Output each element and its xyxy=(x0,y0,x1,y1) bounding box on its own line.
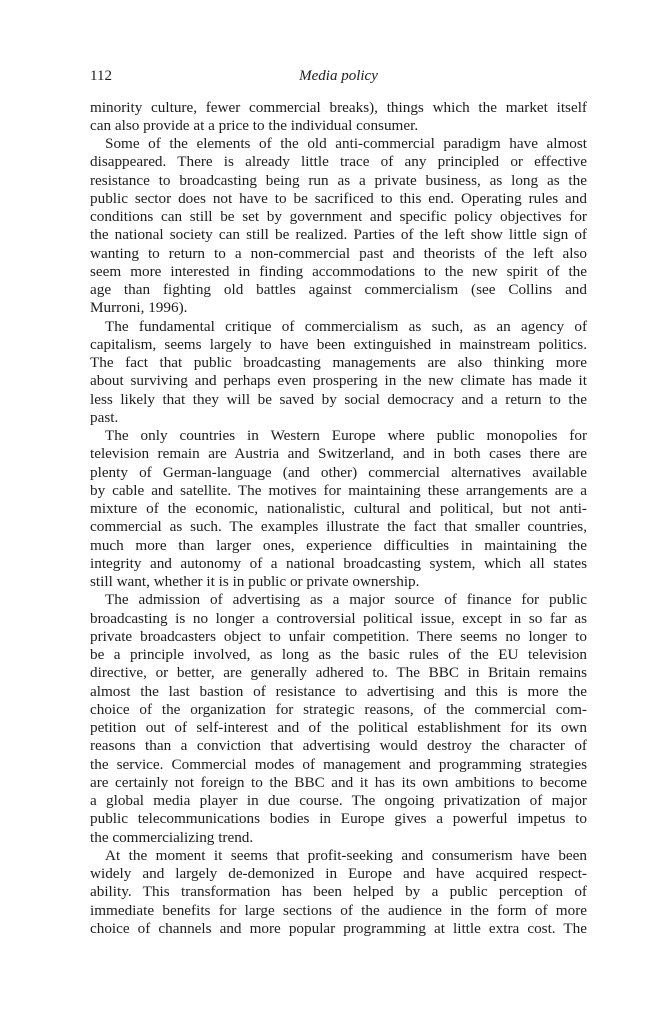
text-line: At the moment it seems that profit-seeking and consumerism have been xyxy=(105,846,587,864)
text-line: still want, whether it is in public or private ownership. xyxy=(90,573,420,590)
text-line: resistance to broadcasting being run as a private business, as long as the xyxy=(90,171,587,189)
text-line: choice of the organization for strategic reasons, of the commercial com- xyxy=(90,700,587,718)
text-line: less likely that they will be saved by social democracy and a return to the xyxy=(90,390,587,408)
text-line: Some of the elements of the old anti-commercial paradigm have almost xyxy=(105,135,587,152)
text-line: almost the last bastion of resistance to advertising and this is more the xyxy=(90,682,587,700)
text-line: the national society can still be realized. Parties of the left show little sign of xyxy=(90,226,587,244)
text-line: age than fighting old battles against commercialism (see Collins and xyxy=(90,281,587,298)
text-line: commercial as such. The examples illustrate the fact that smaller countries, xyxy=(90,518,587,536)
text-line: choice of channels and more popular programming at little extra cost. The xyxy=(90,919,587,937)
text-line: public telecommunications bodies in Europe gives a powerful impetus to xyxy=(90,810,587,828)
text-line: The only countries in Western Europe where public monopolies for xyxy=(105,427,587,444)
text-line: public sector does not have to be sacrificed to this end. Operating rules and xyxy=(90,189,587,207)
running-head: Media policy xyxy=(299,68,378,84)
text-line: much more than larger ones, experience difficulties in maintaining the xyxy=(90,536,587,554)
text-line: can also provide at a price to the individual consumer. xyxy=(90,116,419,134)
text-line: about surviving and perhaps even prospering in the new climate has made it xyxy=(90,372,587,390)
text-line: plenty of German-language (and other) commercial alternatives available xyxy=(90,463,587,481)
text-line: a global media player in due course. The ongoing privatization of major xyxy=(90,792,587,809)
text-line: reasons than a conviction that advertising would destroy the character of xyxy=(90,737,587,755)
text-line: wanting to return to a non-commercial past and theorists of the left also xyxy=(90,244,587,262)
text-line: disappeared. There is already little trace of any principled or effective xyxy=(90,153,587,171)
text-line: private broadcasters object to unfair competition. There seems no longer to xyxy=(90,627,587,645)
text-line: television remain are Austria and Switzerland, and in both cases there are xyxy=(90,445,587,463)
text-line: directive, or better, are generally adhered to. The BBC in Britain remains xyxy=(90,664,587,682)
text-line: ability. This transformation has been helped by a public perception of xyxy=(90,883,587,901)
text-line: The fact that public broadcasting managements are also thinking more xyxy=(90,354,587,371)
page-header xyxy=(90,66,587,86)
text-line: the commercializing trend. xyxy=(90,828,254,846)
text-line: seem more interested in finding accommodations to the new spirit of the xyxy=(90,262,587,280)
text-line: by cable and satellite. The motives for maintaining these arrangements are a xyxy=(90,481,587,499)
text-line: are certainly not foreign to the BBC and it has its own ambitions to become xyxy=(90,773,587,791)
text-line: integrity and autonomy of a national broadcasting system, which all states xyxy=(90,554,587,572)
text-line: broadcasting is no longer a controversial political issue, except in so far as xyxy=(90,609,587,627)
text-line: past. xyxy=(90,408,119,426)
text-line: capitalism, seems largely to have been extinguished in mainstream politics. xyxy=(90,335,587,353)
text-line: petition out of self-interest and of the political establishment for its own xyxy=(90,719,587,736)
text-line: be a principle involved, as long as the basic rules of the EU television xyxy=(90,646,587,663)
text-line: mixture of the economic, nationalistic, cultural and political, but not anti- xyxy=(90,500,587,517)
text-line: widely and largely de-demonized in Europe and have acquired respect- xyxy=(90,865,587,882)
text-line: Murroni, 1996). xyxy=(90,299,188,317)
text-line: conditions can still be set by government and specific policy objectives for xyxy=(90,208,587,225)
text-line: the service. Commercial modes of management and programming strategies xyxy=(90,755,587,773)
text-line: immediate benefits for large sections of the audience in the form of more xyxy=(90,901,587,919)
text-line: The fundamental critique of commercialism as such, as an agency of xyxy=(105,317,587,335)
text-line: The admission of advertising as a major source of finance for public xyxy=(105,591,587,609)
text-line: minority culture, fewer commercial breaks), things which the market itself xyxy=(90,98,587,116)
page-number: 112 xyxy=(90,68,112,84)
